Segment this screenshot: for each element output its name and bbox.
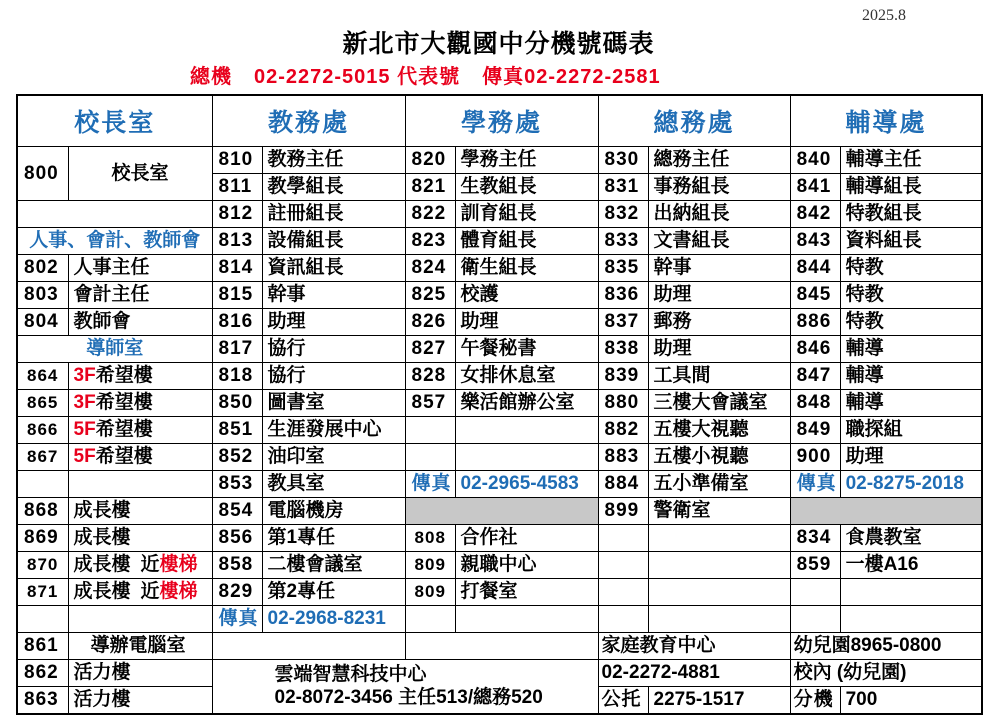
table-row	[17, 660, 982, 687]
extension-name: 設備組長	[262, 228, 405, 255]
extension-name: 合作社	[455, 525, 598, 552]
floor-tag: 5F	[73, 446, 96, 467]
empty-cell	[598, 579, 648, 606]
table-row	[17, 282, 982, 309]
extension-name: 親職中心	[455, 552, 598, 579]
extension-number: 850	[212, 390, 262, 417]
main-fax-label: 傳真	[482, 66, 525, 88]
extension-name: 幹事	[648, 255, 790, 282]
shaded-cell	[790, 498, 982, 525]
extension-name: 輔導	[840, 336, 982, 363]
floor-tag: 3F	[73, 392, 96, 413]
extension-name: 學務主任	[455, 147, 598, 174]
table-row	[17, 471, 982, 498]
extension-number: 835	[598, 255, 648, 282]
extension-name: 導辦電腦室	[68, 633, 212, 660]
stairs-label: 樓梯	[159, 581, 198, 602]
table-row	[17, 309, 982, 336]
switchboard-label: 總機	[190, 66, 232, 88]
extension-number: 841	[790, 174, 840, 201]
stairs-label: 樓梯	[159, 554, 198, 575]
header-row	[17, 95, 982, 147]
extension-number: 837	[598, 309, 648, 336]
extension-number: 831	[598, 174, 648, 201]
extension-name: 活力樓	[68, 687, 212, 714]
extension-number: 863	[17, 687, 68, 714]
extension-number: 899	[598, 498, 648, 525]
extension-name: 三樓大會議室	[648, 390, 790, 417]
building-name: 希望樓	[95, 392, 153, 413]
extension-number: 818	[212, 363, 262, 390]
extension-name: 衛生組長	[455, 255, 598, 282]
extension-number: 823	[405, 228, 455, 255]
table-row	[17, 579, 982, 606]
extension-number: 802	[17, 255, 68, 282]
extension-number: 832	[598, 201, 648, 228]
extension-name: 一樓A16	[840, 552, 982, 579]
empty-cell	[790, 606, 840, 633]
extension-name: 出納組長	[648, 201, 790, 228]
extension-name: 幹事	[262, 282, 405, 309]
extension-number: 843	[790, 228, 840, 255]
empty-cell	[17, 201, 212, 228]
table-row	[17, 633, 982, 660]
extension-name: 特教	[840, 309, 982, 336]
building-name: 希望樓	[95, 446, 153, 467]
extension-name: 輔導	[840, 390, 982, 417]
table-row	[17, 363, 982, 390]
extension-name: 成長樓	[68, 498, 212, 525]
table-row	[17, 525, 982, 552]
extension-name	[68, 552, 212, 579]
extension-number: 900	[790, 444, 840, 471]
fax-number: 02-8275-2018	[840, 471, 982, 498]
main-fax-number: 02-2272-2581	[524, 66, 661, 88]
extension-name: 成長樓	[68, 525, 212, 552]
empty-cell	[405, 417, 455, 444]
extension-name: 教師會	[68, 309, 212, 336]
extension-name: 打餐室	[455, 579, 598, 606]
extension-name: 會計主任	[68, 282, 212, 309]
extension-number: 859	[790, 552, 840, 579]
extension-number: 886	[790, 309, 840, 336]
extension-number: 857	[405, 390, 455, 417]
extension-name: 二樓會議室	[262, 552, 405, 579]
extension-name: 油印室	[262, 444, 405, 471]
kindergarten-extension: 700	[840, 687, 982, 714]
issue-date: 2025.8	[862, 7, 906, 24]
extension-name: 助理	[262, 309, 405, 336]
extension-number: 828	[405, 363, 455, 390]
extension-name: 第2專任	[262, 579, 405, 606]
extension-name: 校長室	[68, 147, 212, 201]
extension-name: 五樓小視聽	[648, 444, 790, 471]
extension-number: 865	[17, 390, 68, 417]
extension-name: 警衛室	[648, 498, 790, 525]
public-childcare-label: 公托	[598, 687, 648, 714]
header-counseling: 輔導處	[790, 95, 982, 147]
table-row	[17, 336, 982, 363]
fax-label: 傳真	[405, 471, 455, 498]
extension-name: 職探組	[840, 417, 982, 444]
extension-number: 867	[17, 444, 68, 471]
extension-name: 校護	[455, 282, 598, 309]
extension-name: 工具間	[648, 363, 790, 390]
extension-number: 849	[790, 417, 840, 444]
floor-tag: 5F	[73, 419, 96, 440]
representative-label: 代表號	[397, 66, 461, 88]
extension-number: 871	[17, 579, 68, 606]
extension-name: 特教	[840, 282, 982, 309]
extension-name: 樂活館辦公室	[455, 390, 598, 417]
extension-number: 826	[405, 309, 455, 336]
extension-number: 834	[790, 525, 840, 552]
extension-name: 特教組長	[840, 201, 982, 228]
empty-cell	[840, 606, 982, 633]
extension-name: 五樓大視聽	[648, 417, 790, 444]
extension-name: 教學組長	[262, 174, 405, 201]
extension-number: 830	[598, 147, 648, 174]
table-row	[17, 147, 982, 174]
empty-cell	[598, 552, 648, 579]
extension-number: 833	[598, 228, 648, 255]
extension-name: 電腦機房	[262, 498, 405, 525]
empty-cell	[405, 606, 455, 633]
extension-number: 813	[212, 228, 262, 255]
extension-name: 助理	[648, 282, 790, 309]
extension-number: 820	[405, 147, 455, 174]
empty-cell	[212, 633, 405, 660]
fax-label: 傳真	[790, 471, 840, 498]
table-row	[17, 228, 982, 255]
extension-number: 869	[17, 525, 68, 552]
extension-number: 840	[790, 147, 840, 174]
tech-center-phone: 02-8072-3456 主任513/總務520	[274, 687, 543, 709]
building-name: 希望樓	[95, 365, 153, 386]
empty-cell	[598, 606, 648, 633]
extension-name	[68, 444, 212, 471]
empty-cell	[598, 525, 648, 552]
extension-name: 圖書室	[262, 390, 405, 417]
extension-name: 協行	[262, 336, 405, 363]
table-row	[17, 201, 982, 228]
extension-number: 870	[17, 552, 68, 579]
extension-name	[68, 363, 212, 390]
table-row	[17, 444, 982, 471]
extension-number: 821	[405, 174, 455, 201]
switchboard-number: 02-2272-5015	[254, 66, 391, 88]
extension-name: 活力樓	[68, 660, 212, 687]
extension-number: 880	[598, 390, 648, 417]
extension-name: 註冊組長	[262, 201, 405, 228]
extension-name: 事務組長	[648, 174, 790, 201]
empty-cell	[648, 525, 790, 552]
extension-name: 生涯發展中心	[262, 417, 405, 444]
empty-cell	[648, 606, 790, 633]
extension-number: 858	[212, 552, 262, 579]
table-row	[17, 552, 982, 579]
extension-number: 815	[212, 282, 262, 309]
empty-cell	[68, 471, 212, 498]
extension-name: 總務主任	[648, 147, 790, 174]
extension-number: 854	[212, 498, 262, 525]
extension-name: 資料組長	[840, 228, 982, 255]
extension-number: 847	[790, 363, 840, 390]
extension-number: 852	[212, 444, 262, 471]
extension-table	[16, 94, 983, 715]
extension-name: 輔導主任	[840, 147, 982, 174]
extension-number: 851	[212, 417, 262, 444]
extension-number: 884	[598, 471, 648, 498]
extension-number: 868	[17, 498, 68, 525]
extension-number: 882	[598, 417, 648, 444]
extension-name: 輔導組長	[840, 174, 982, 201]
extension-name: 第1專任	[262, 525, 405, 552]
empty-cell	[455, 444, 598, 471]
extension-name	[68, 390, 212, 417]
extension-number: 817	[212, 336, 262, 363]
extension-number: 810	[212, 147, 262, 174]
extension-number: 866	[17, 417, 68, 444]
extension-number: 825	[405, 282, 455, 309]
extension-number: 822	[405, 201, 455, 228]
extension-number: 800	[17, 147, 68, 201]
empty-cell	[648, 579, 790, 606]
extension-number: 809	[405, 552, 455, 579]
extension-number: 845	[790, 282, 840, 309]
building-name: 希望樓	[95, 419, 153, 440]
building-name: 成長樓	[73, 554, 131, 575]
empty-cell	[455, 606, 598, 633]
empty-cell	[455, 417, 598, 444]
extension-name: 教務主任	[262, 147, 405, 174]
extension-number: 811	[212, 174, 262, 201]
extension-number: 838	[598, 336, 648, 363]
tech-center-info	[212, 660, 598, 714]
extension-number: 853	[212, 471, 262, 498]
extension-number: 883	[598, 444, 648, 471]
header-academic-affairs: 教務處	[212, 95, 405, 147]
extension-number: 829	[212, 579, 262, 606]
section-label: 人事、會計、教師會	[17, 228, 212, 255]
extension-name: 生教組長	[455, 174, 598, 201]
extension-number: 814	[212, 255, 262, 282]
extension-number: 827	[405, 336, 455, 363]
main-contact-line	[190, 65, 661, 89]
extension-number: 804	[17, 309, 68, 336]
extension-name: 郵務	[648, 309, 790, 336]
extension-name	[68, 579, 212, 606]
extension-number: 803	[17, 282, 68, 309]
kindergarten-internal: 校內 (幼兒園)	[790, 660, 982, 687]
tech-center-name: 雲端智慧科技中心	[274, 664, 427, 686]
extension-number: 846	[790, 336, 840, 363]
extension-number: 839	[598, 363, 648, 390]
extension-name: 輔導	[840, 363, 982, 390]
empty-cell	[840, 579, 982, 606]
extension-number: 808	[405, 525, 455, 552]
fax-number: 02-2968-8231	[262, 606, 405, 633]
header-general-affairs: 總務處	[598, 95, 790, 147]
shaded-cell	[405, 498, 598, 525]
extension-number: 861	[17, 633, 68, 660]
family-education-phone: 02-2272-4881	[598, 660, 790, 687]
section-label: 導師室	[17, 336, 212, 363]
extension-number: 824	[405, 255, 455, 282]
empty-cell	[17, 471, 68, 498]
extension-name: 女排休息室	[455, 363, 598, 390]
empty-cell	[68, 606, 212, 633]
extension-name: 食農教室	[840, 525, 982, 552]
header-student-affairs: 學務處	[405, 95, 598, 147]
table-row	[17, 417, 982, 444]
extension-name: 體育組長	[455, 228, 598, 255]
empty-cell	[17, 606, 68, 633]
extension-name: 五小準備室	[648, 471, 790, 498]
extension-label: 分機	[790, 687, 840, 714]
extension-name: 助理	[455, 309, 598, 336]
extension-number: 862	[17, 660, 68, 687]
public-childcare-number: 2275-1517	[648, 687, 790, 714]
extension-name: 教具室	[262, 471, 405, 498]
table-row	[17, 606, 982, 633]
extension-number: 844	[790, 255, 840, 282]
page-title: 新北市大觀國中分機號碼表	[342, 30, 655, 58]
extension-number: 842	[790, 201, 840, 228]
table-row	[17, 390, 982, 417]
extension-number: 864	[17, 363, 68, 390]
near-label: 近	[140, 581, 160, 602]
near-label: 近	[140, 554, 160, 575]
building-name: 成長樓	[73, 581, 131, 602]
header-principal-office: 校長室	[17, 95, 212, 147]
extension-number: 856	[212, 525, 262, 552]
fax-number: 02-2965-4583	[455, 471, 598, 498]
extension-number: 809	[405, 579, 455, 606]
extension-name: 助理	[840, 444, 982, 471]
extension-name: 午餐秘書	[455, 336, 598, 363]
extension-number: 848	[790, 390, 840, 417]
floor-tag: 3F	[73, 365, 96, 386]
kindergarten-phone: 幼兒園8965-0800	[790, 633, 982, 660]
extension-name: 特教	[840, 255, 982, 282]
fax-label: 傳真	[212, 606, 262, 633]
empty-cell	[405, 633, 598, 660]
extension-number: 836	[598, 282, 648, 309]
extension-name: 文書組長	[648, 228, 790, 255]
empty-cell	[405, 444, 455, 471]
extension-name: 資訊組長	[262, 255, 405, 282]
extension-number: 816	[212, 309, 262, 336]
empty-cell	[648, 552, 790, 579]
empty-cell	[790, 579, 840, 606]
extension-number: 812	[212, 201, 262, 228]
table-row	[17, 255, 982, 282]
extension-name	[68, 417, 212, 444]
table-row	[17, 498, 982, 525]
extension-name: 助理	[648, 336, 790, 363]
extension-name: 協行	[262, 363, 405, 390]
extension-name: 人事主任	[68, 255, 212, 282]
extension-name: 訓育組長	[455, 201, 598, 228]
family-education-center: 家庭教育中心	[598, 633, 790, 660]
